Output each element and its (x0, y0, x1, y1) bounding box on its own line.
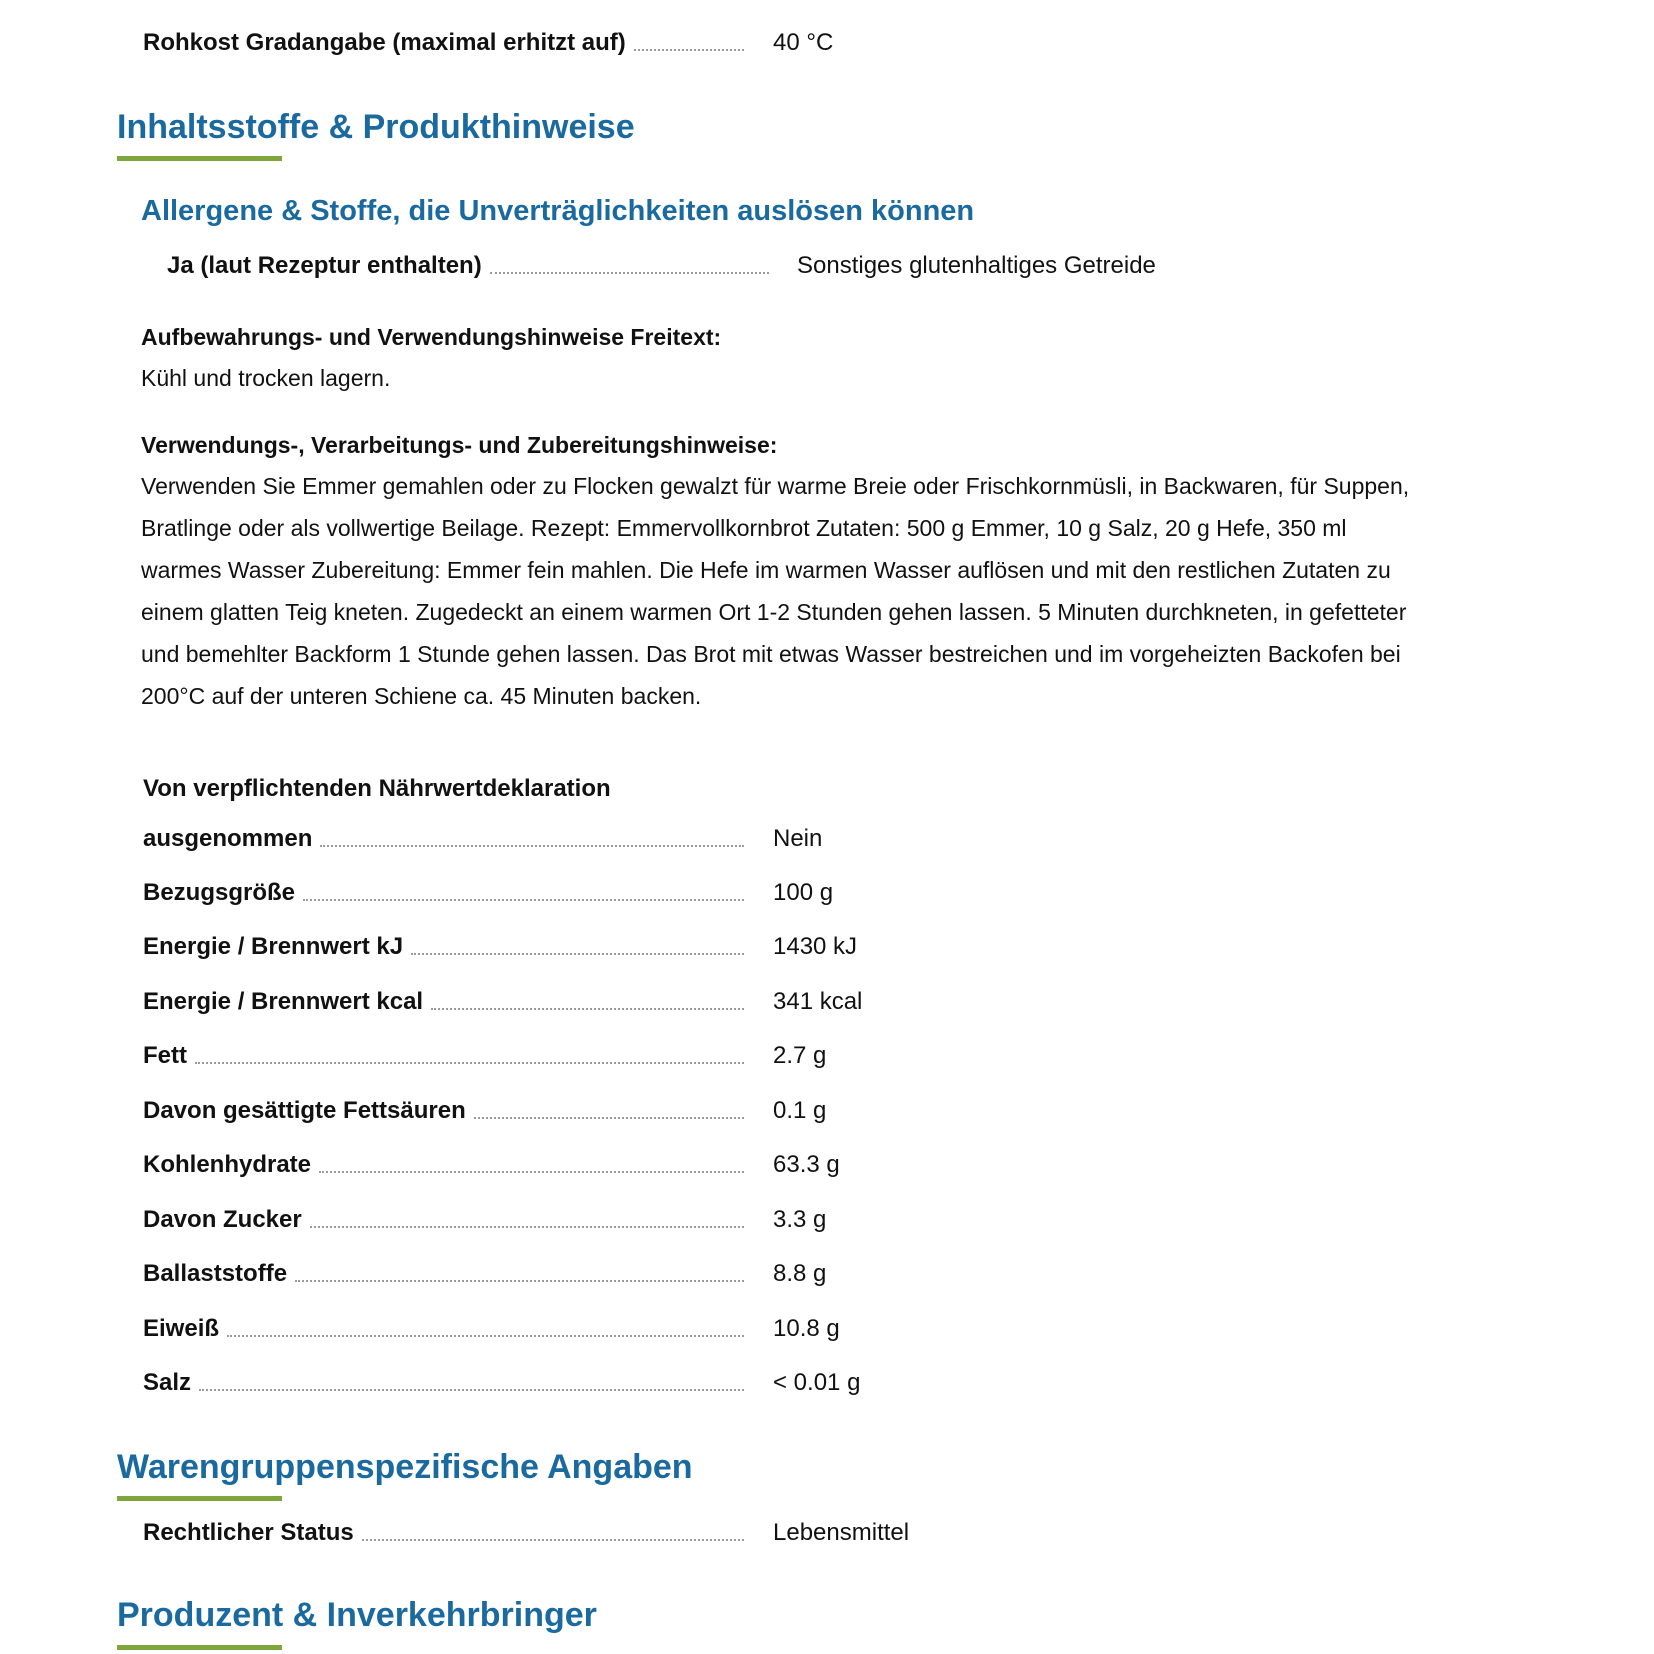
heading-accent-bar (117, 156, 282, 161)
row-value: 2.7 g (773, 1042, 827, 1069)
row-value: Lebensmittel (773, 1519, 910, 1546)
allergen-row (167, 251, 1156, 281)
leader-dots (310, 1226, 744, 1228)
leader-dots (227, 1335, 744, 1337)
leader-dots (195, 1062, 744, 1064)
row-value: Nein (773, 825, 823, 852)
raw-food-temperature-row (143, 28, 834, 58)
nutrition-row (143, 987, 863, 1017)
heading-accent-bar (117, 1496, 282, 1501)
row-value: 3.3 g (773, 1206, 827, 1233)
row-label: Davon gesättigte Fettsäuren (143, 1097, 466, 1124)
usage-title: Verwendungs-, Verarbeitungs- und Zubereitungshinweise: (141, 432, 778, 458)
row-label: Ja (laut Rezeptur enthalten) (167, 252, 482, 279)
section-heading-ingredients: Inhaltsstoffe & Produkthinweise (117, 108, 635, 146)
nutrition-row (143, 1259, 827, 1289)
storage-text: Kühl und trocken lagern. (141, 365, 391, 391)
row-label: Salz (143, 1369, 192, 1396)
leader-dots (634, 49, 744, 51)
leader-dots (474, 1117, 744, 1119)
row-value: 100 g (773, 879, 834, 906)
nutrition-row (143, 1150, 840, 1180)
leader-dots (295, 1280, 744, 1282)
leader-dots (199, 1389, 744, 1391)
legal-status-row (143, 1518, 910, 1548)
nutrition-row (143, 1205, 827, 1235)
section-heading-goods: Warengruppenspezifische Angaben (117, 1448, 693, 1486)
row-label: Ballaststoffe (143, 1260, 288, 1287)
nutrition-row (143, 878, 834, 908)
row-label: Bezugsgröße (143, 879, 296, 906)
row-value: 40 °C (773, 29, 834, 56)
row-label: Fett (143, 1042, 187, 1069)
row-label: Energie / Brennwert kcal (143, 988, 424, 1015)
heading-accent-bar (117, 1645, 282, 1650)
nutrition-row (143, 1368, 861, 1398)
row-value: 63.3 g (773, 1151, 840, 1178)
row-label: Davon Zucker (143, 1206, 302, 1233)
row-label: ausgenommen (143, 825, 313, 852)
nutrition-exempt-row (143, 824, 823, 854)
row-label: Eiweiß (143, 1315, 220, 1342)
nutrition-row (143, 1096, 827, 1126)
row-value: 341 kcal (773, 988, 863, 1015)
row-value: 1430 kJ (773, 933, 858, 960)
row-label: Rechtlicher Status (143, 1519, 354, 1546)
usage-text: Verwenden Sie Emmer gemahlen oder zu Flocken gewalzt für warme Breie oder Frischkornmüsli, in Backwaren, für Suppen, Bratlinge oder als vollwertige Beilage. Rezept: Emmervollkornbrot Zutaten: 500 g Emmer, 10 g Salz, 20 g Hefe, 350 ml warmes Wasser Zubereitung: Emmer fein mahlen. Die Hefe im warmen Wasser auflösen und mit den restlichen Zutaten zu einem glatten Teig kneten. Zugedeckt an einem warmen Ort 1-2 Stunden gehen lassen. 5 Minuten durchkneten, in gefetteter und bemehlter Backform 1 Stunde gehen lassen. Das Brot mit etwas Wasser bestreichen und im vorgeheizten Backofen bei 200°C auf der unteren Schiene ca. 45 Minuten backen. (141, 473, 1410, 709)
row-value: 8.8 g (773, 1260, 827, 1287)
row-value: < 0.01 g (773, 1369, 861, 1396)
leader-dots (362, 1539, 744, 1541)
nutrition-row (143, 932, 858, 962)
leader-dots (431, 1008, 744, 1010)
leader-dots (320, 845, 744, 847)
leader-dots (319, 1171, 744, 1173)
leader-dots (411, 953, 744, 955)
storage-title: Aufbewahrungs- und Verwendungshinweise Freitext: (141, 324, 722, 350)
row-value: Sonstiges glutenhaltiges Getreide (797, 252, 1156, 279)
nutrition-row (143, 1314, 840, 1344)
nutrition-exempt-label-line1: Von verpflichtenden Nährwertdeklaration (143, 775, 611, 802)
leader-dots (303, 899, 744, 901)
leader-dots (490, 272, 769, 274)
row-value: 0.1 g (773, 1097, 827, 1124)
subheading-allergens: Allergene & Stoffe, die Unverträglichkeiten auslösen können (141, 195, 975, 227)
section-heading-producer: Produzent & Inverkehrbringer (117, 1596, 597, 1634)
row-label: Kohlenhydrate (143, 1151, 312, 1178)
row-label: Rohkost Gradangabe (maximal erhitzt auf) (143, 29, 626, 56)
row-label: Energie / Brennwert kJ (143, 933, 404, 960)
row-value: 10.8 g (773, 1315, 840, 1342)
nutrition-row (143, 1041, 827, 1071)
